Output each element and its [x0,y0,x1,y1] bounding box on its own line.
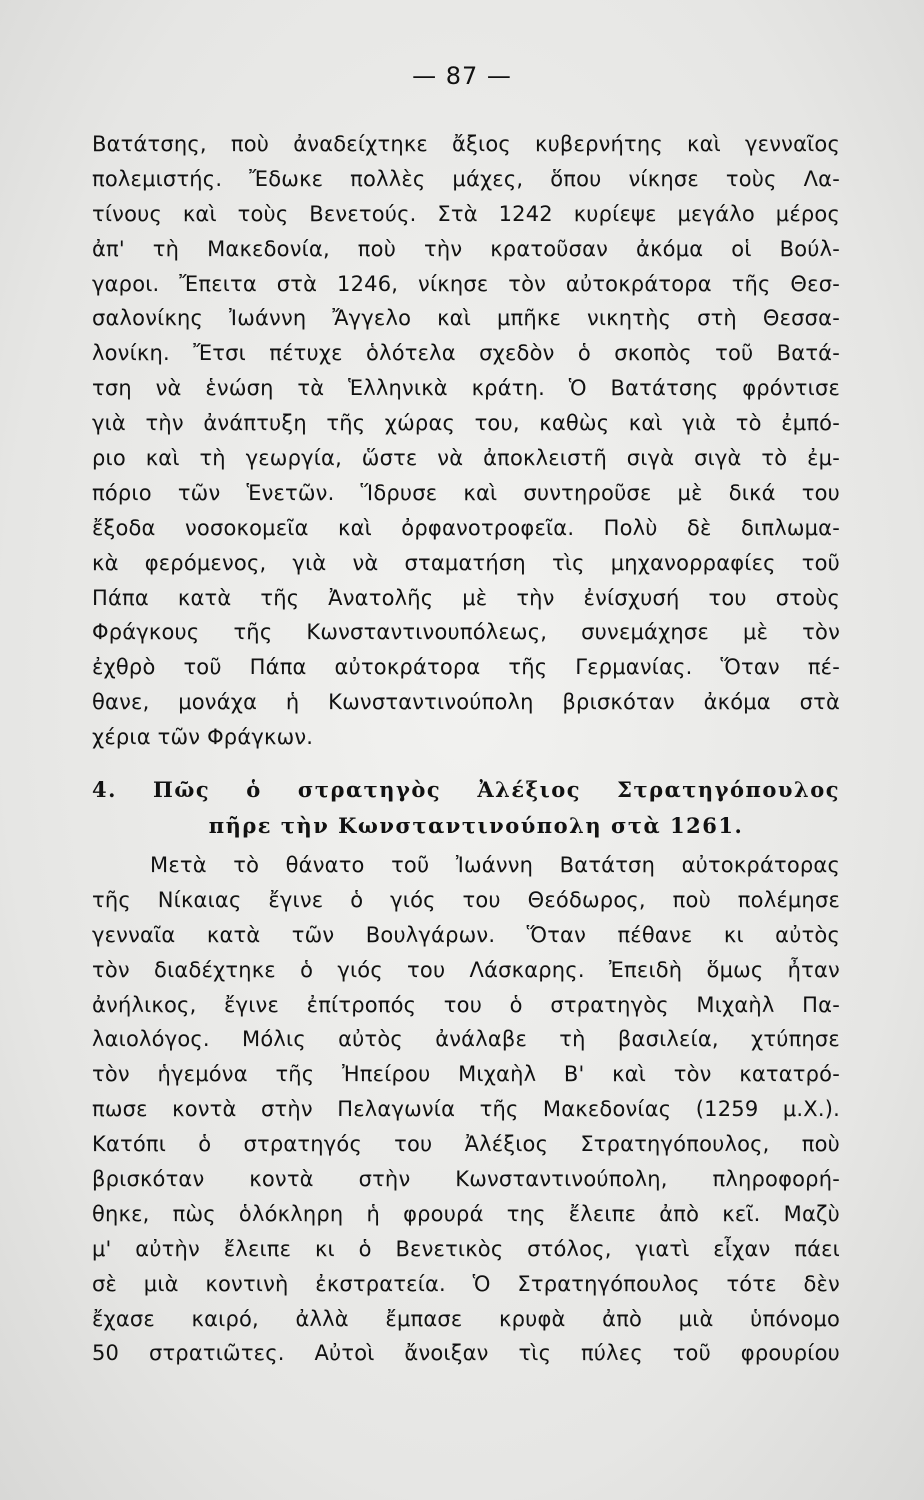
text-line: Κατόπι ὁ στρατηγός του Ἀλέξιος Στρατηγόπουλος, ποὺ [92,1132,840,1157]
text-line: πωσε κοντὰ στὴν Πελαγωνία τῆς Μακεδονίας (1259 μ.Χ.). [92,1097,840,1122]
section-heading-line-2: πῆρε τὴν Κωνσταντινούπολη στὰ 1261. [208,813,744,838]
text-line: γενναῖα κατὰ τῶν Βουλγάρων. Ὅταν πέθανε κι αὐτὸς [92,922,840,947]
text-line: Βατάτσης, ποὺ ἀναδείχτηκε ἄξιος κυβερνήτης καὶ γενναῖος [92,132,840,156]
text-line: ἐχθρὸ τοῦ Πάπα αὐτοκράτορα τῆς Γερμανίας. Ὅταν πέ- [92,655,840,680]
text-line: θανε, μονάχα ἡ Κωνσταντινούπολη βρισκόταν ἀκόμα στὰ [92,690,840,715]
text-line: κὰ φερόμενος, γιὰ νὰ σταματήση τὶς μηχανορραφίες τοῦ [92,550,840,575]
text-line: τῆς Νίκαιας ἔγινε ὁ γιός του Θεόδωρος, ποὺ πολέμησε [92,887,840,912]
text-line: τὸν ἡγεμόνα τῆς Ἠπείρου Μιχαὴλ Β' καὶ τὸν κατατρό- [92,1062,840,1087]
text-line: τση νὰ ἑνώση τὰ Ἑλληνικὰ κράτη. Ὁ Βατάτσης φρόντισε [92,376,840,401]
text-line: 50 στρατιῶτες. Αὐτοὶ ἄνοιξαν τὶς πύλες τοῦ φρουρίου [92,1341,840,1366]
text-line: σὲ μιὰ κοντινὴ ἐκστρατεία. Ὁ Στρατηγόπουλος τότε δὲν [92,1271,840,1296]
text-line: ἔχασε καιρό, ἀλλὰ ἔμπασε κρυφὰ ἀπὸ μιὰ ὑπόνομο [92,1306,840,1331]
text-line: βρισκόταν κοντὰ στὴν Κωνσταντινούπολη, πληροφορή- [92,1167,840,1192]
text-line: ριο καὶ τὴ γεωργία, ὥστε νὰ ἀποκλειστῆ σιγὰ σιγὰ τὸ ἐμ- [92,446,840,471]
text-line: θηκε, πὼς ὁλόκληρη ἡ φρουρά της ἔλειπε ἀπὸ κεῖ. Μαζὺ [92,1201,840,1226]
text-line: Μετὰ τὸ θάνατο τοῦ Ἰωάννη Βατάτση αὐτοκράτορας [150,853,840,877]
text-line: τὸν διαδέχτηκε ὁ γιός του Λάσκαρης. Ἐπειδὴ ὅμως ἦταν [92,957,840,982]
text-line: τίνους καὶ τοὺς Βενετούς. Στὰ 1242 κυρίεψε μεγάλο μέρος [92,201,840,226]
text-line: μ' αὐτὴν ἔλειπε κι ὁ Βενετικὸς στόλος, γιατὶ εἶχαν πάει [92,1236,840,1261]
text-line: ἀπ' τὴ Μακεδονία, ποὺ τὴν κρατοῦσαν ἀκόμα οἱ Βούλ- [92,236,840,261]
paragraph-strategopoulos [92,848,840,1371]
text-line: γιὰ τὴν ἀνάπτυξη τῆς χώρας του, καθὼς καὶ γιὰ τὸ ἐμπό- [92,411,840,436]
text-line: πόριο τῶν Ἑνετῶν. Ἵδρυσε καὶ συντηροῦσε μὲ δικά του [92,480,840,505]
page-number: — 87 — [412,62,512,90]
text-line: πολεμιστής. Ἔδωκε πολλὲς μάχες, ὅπου νίκησε τοὺς Λα- [92,166,840,191]
paragraph-vatatzes [92,127,840,755]
text-line: χέρια τῶν Φράγκων. [92,725,314,750]
text-line: λαιολόγος. Μόλις αὐτὸς ἀνάλαβε τὴ βασιλεία, χτύπησε [92,1027,840,1052]
section-heading [92,772,840,844]
text-line: ἀνήλικος, ἔγινε ἐπίτροπός του ὁ στρατηγὸς Μιχαὴλ Πα- [92,992,840,1017]
text-line: γαροι. Ἔπειτα στὰ 1246, νίκησε τὸν αὐτοκράτορα τῆς Θεσ- [92,271,840,296]
text-line: λονίκη. Ἔτσι πέτυχε ὁλότελα σχεδὸν ὁ σκοπὸς τοῦ Βατά- [92,341,840,366]
section-heading-line-1: 4. Πῶς ὁ στρατηγὸς Ἀλέξιος Στρατηγόπουλος [92,777,840,802]
text-line: σαλονίκης Ἰωάννη Ἄγγελο καὶ μπῆκε νικητὴς στὴ Θεσσα- [92,306,840,331]
text-line: Φράγκους τῆς Κωνσταντινουπόλεως, συνεμάχησε μὲ τὸν [92,620,840,645]
text-line: ἔξοδα νοσοκομεῖα καὶ ὀρφανοτροφεῖα. Πολὺ δὲ διπλωμα- [92,515,840,540]
text-line: Πάπα κατὰ τῆς Ἀνατολῆς μὲ τὴν ἐνίσχυσή του στοὺς [92,585,840,610]
